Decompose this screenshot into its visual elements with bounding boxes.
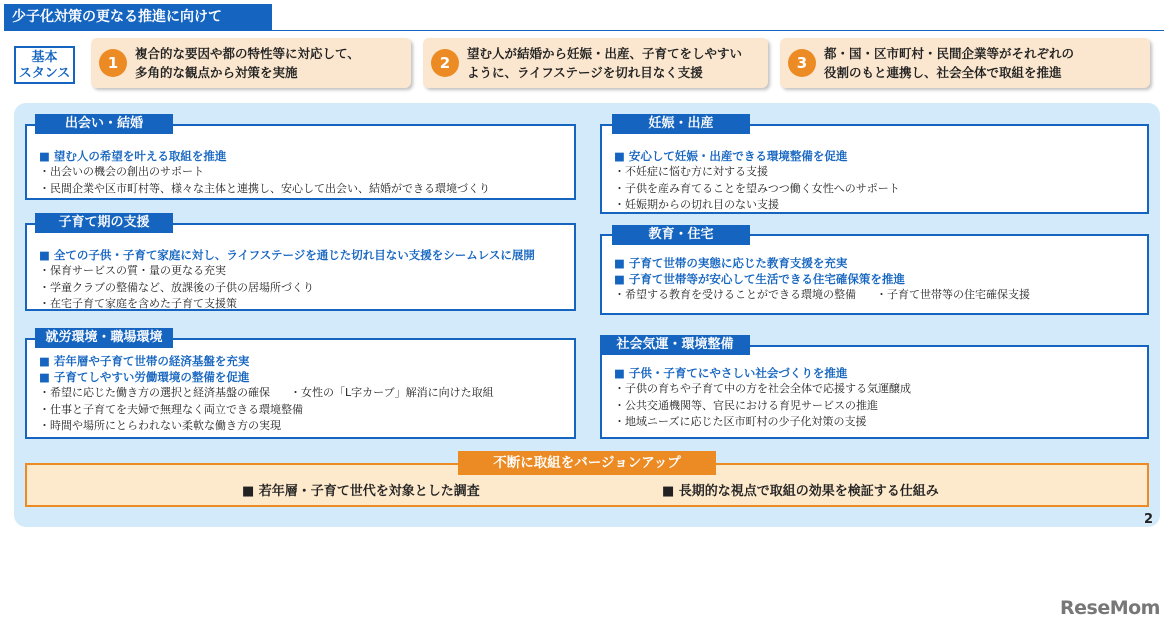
card-pregnancy-item-1: ・不妊症に悩む方に対する支援 bbox=[614, 165, 768, 178]
card-education-item-row bbox=[614, 287, 1141, 304]
card-work-item-2: ・時間や場所にとらわれない柔軟な働き方の実現 bbox=[39, 419, 281, 432]
version-up-item-1: ■ 若年層・子育て世代を対象とした調査 bbox=[242, 484, 480, 499]
card-childcare-item-2: ・学童クラブの整備など、放課後の子供の居場所づくり bbox=[39, 280, 314, 294]
card-childcare bbox=[25, 223, 576, 311]
card-education-row-item-2: ・子育て世帯等の住宅確保支援 bbox=[876, 288, 1030, 301]
card-society-item-1: ・子供の育ちや子育て中の方を社会全体で応援する気運醸成 bbox=[614, 382, 911, 395]
stance-number-2: 2 bbox=[431, 49, 459, 77]
card-childcare-title: 子育て期の支援 bbox=[35, 213, 173, 233]
card-society-item-2: ・公共交通機関等、官民における育児サービスの推進 bbox=[614, 398, 878, 412]
card-education-row-item-1: ・希望する教育を受けることができる環境の整備 bbox=[614, 288, 856, 301]
card-pregnancy-title: 妊娠・出産 bbox=[612, 114, 750, 134]
card-childcare-item-1: ・保育サービスの質・量の更なる充実 bbox=[39, 264, 226, 277]
page-number: 2 bbox=[1144, 512, 1154, 527]
card-childcare-head-1: ■ 全ての子供・子育て家庭に対し、ライフステージを通じた切れ目ない支援をシームレスに展開 bbox=[39, 248, 535, 262]
card-childcare-item-3: ・在宅子育て家庭を含めた子育て支援策 bbox=[39, 297, 237, 310]
card-pregnancy-head-1: ■ 安心して妊娠・出産できる環境整備を促進 bbox=[614, 149, 848, 163]
stance-number-1: 1 bbox=[99, 49, 127, 77]
card-meet-head-1: ■ 望む人の希望を叶える取組を推進 bbox=[39, 149, 227, 163]
card-work-row-item-2: ・女性の「L字カーブ」解消に向けた取組 bbox=[290, 386, 494, 399]
card-pregnancy-item-2: ・子供を産み育てることを望みつつ働く女性へのサポート bbox=[614, 181, 900, 195]
card-work-item-1: ・仕事と子育てを夫婦で無理なく両立できる環境整備 bbox=[39, 402, 303, 416]
card-education-head-2: ■ 子育て世帯等が安心して生活できる住宅確保策を推進 bbox=[614, 272, 905, 286]
card-society-item-3: ・地域ニーズに応じた区市町村の少子化対策の支援 bbox=[614, 415, 867, 428]
card-meet-title: 出会い・結婚 bbox=[35, 114, 173, 134]
card-society-head-1: ■ 子供・子育てにやさしい社会づくりを推進 bbox=[614, 366, 848, 380]
card-work-head-1: ■ 若年層や子育て世帯の経済基盤を充実 bbox=[39, 354, 250, 368]
version-up-title: 不断に取組をバージョンアップ bbox=[458, 451, 716, 475]
stance-item-2 bbox=[423, 38, 768, 88]
stance-item-1 bbox=[91, 38, 411, 88]
stance-number-3: 3 bbox=[788, 49, 816, 77]
card-work bbox=[25, 338, 576, 439]
page-title: 少子化対策の更なる推進に向けて bbox=[4, 4, 272, 30]
card-pregnancy-item-3: ・妊娠期からの切れ目のない支援 bbox=[614, 198, 779, 211]
card-meet-marry bbox=[25, 124, 576, 200]
card-society-title: 社会気運・環境整備 bbox=[600, 335, 750, 355]
card-education bbox=[600, 234, 1149, 315]
card-pregnancy bbox=[600, 124, 1149, 214]
card-education-head-1: ■ 子育て世帯の実態に応じた教育支援を充実 bbox=[614, 256, 848, 270]
title-divider bbox=[4, 30, 1164, 31]
stance-label: 基本 スタンス bbox=[14, 46, 75, 84]
version-up-item-2: ■ 長期的な視点で取組の効果を検証する仕組み bbox=[662, 484, 939, 499]
stance-text-2: 望む人が結婚から妊娠・出産、子育てをしやすい ように、ライフステージを切れ目なく支援 bbox=[467, 46, 743, 80]
card-society bbox=[600, 345, 1149, 439]
stance-item-3 bbox=[780, 38, 1150, 88]
card-work-item-row bbox=[39, 385, 568, 402]
resemom-logo: ReseMom bbox=[1060, 597, 1160, 619]
card-meet-item-2: ・民間企業や区市町村等、様々な主体と連携し、安心して出会い、結婚ができる環境づくり bbox=[39, 181, 490, 195]
stance-text-3: 都・国・区市町村・民間企業等がそれぞれの 役割のもと連携し、社会全体で取組を推進 bbox=[824, 46, 1075, 80]
card-work-head-2: ■ 子育てしやすい労働環境の整備を促進 bbox=[39, 370, 250, 384]
card-education-title: 教育・住宅 bbox=[612, 225, 750, 245]
card-work-row-item-1: ・希望に応じた働き方の選択と経済基盤の確保 bbox=[39, 386, 270, 399]
stance-text-1: 複合的な要因や都の特性等に対応して、 多角的な観点から対策を実施 bbox=[135, 46, 360, 80]
card-meet-item-1: ・出会いの機会の創出のサポート bbox=[39, 165, 204, 178]
card-work-title: 就労環境・職場環境 bbox=[35, 328, 173, 348]
